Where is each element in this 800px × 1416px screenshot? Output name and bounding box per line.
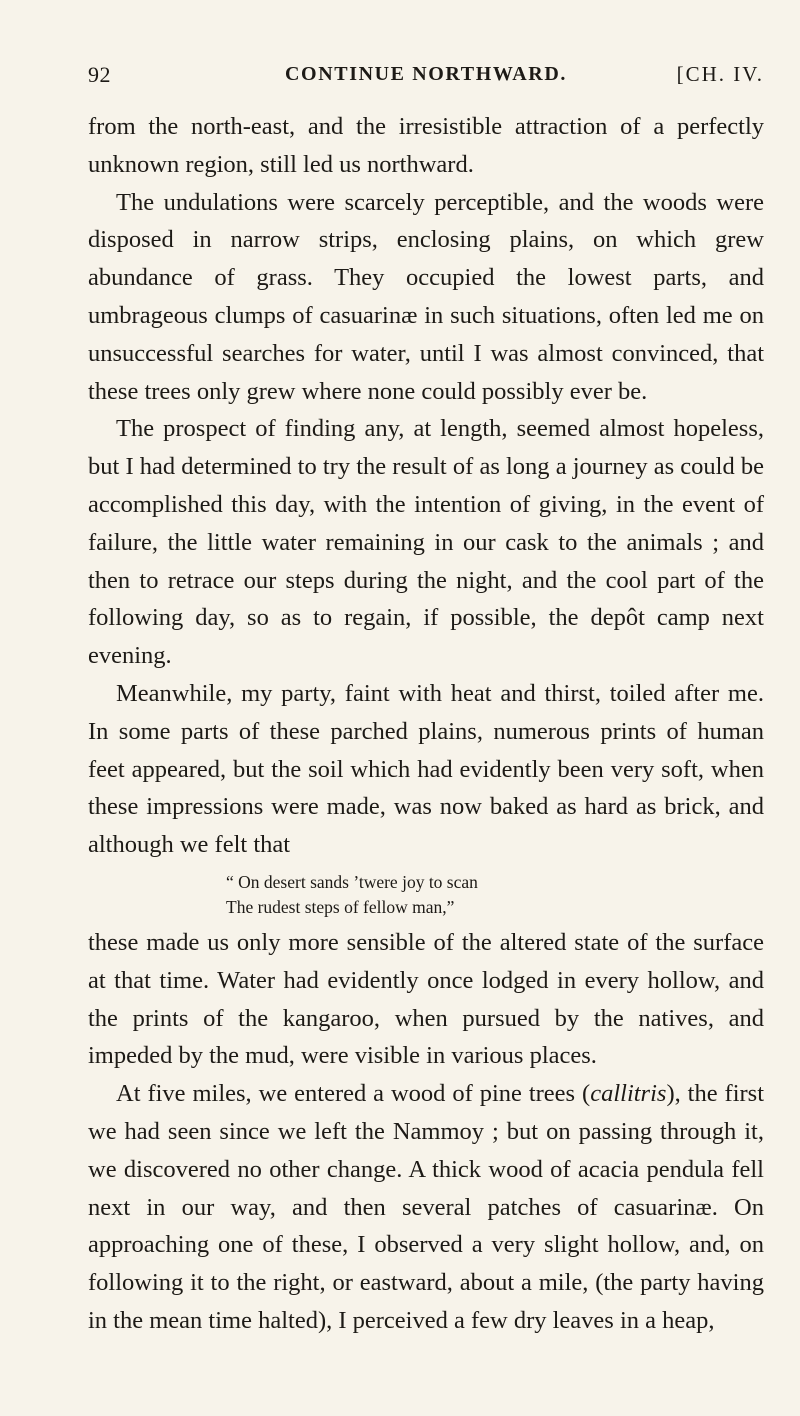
- paragraph-meanwhile: Meanwhile, my party, faint with heat and thirst, toiled after me. In some parts of these parched plains, numerous prints of human feet appeared, but the soil which had evidently been very soft, when these impressions were made, was now baked as hard as brick, and although we felt that: [88, 679, 764, 859]
- verse-line-1: “ On desert sands ’twere joy to scan: [226, 871, 478, 892]
- chapter-label: [CH. IV.: [676, 62, 764, 86]
- running-title: CONTINUE NORTHWARD.: [285, 63, 567, 85]
- genus-name: callitris: [590, 1080, 667, 1108]
- paragraph-continuation: from the north-east, and the irresistible attraction of a perfectly unknown region, still led us northward.: [88, 113, 764, 178]
- running-head: [88, 62, 764, 96]
- verse-line-2: The rudest steps of fellow man,”: [226, 896, 455, 917]
- paragraph-five-miles: At five miles, we entered a wood of pine trees (callitris), the first we had seen since we left the Nammoy ; but on passing through it, we discovered no other change. A thick wood of acacia pendula fell next in our way, and then several patches of casuarinæ. On approaching one of these, I observed a very slight hollow, and, on following it to the right, or eastward, about a mile, (the party having in the mean time halted), I perceived a few dry leaves in a heap,: [88, 1080, 765, 1334]
- paragraph-prospect: The prospect of finding any, at length, seemed almost hopeless, but I had determined to try the result of as long a journey as could be accomplished this day, with the intention of giving, in the event of failure, the little water remaining in our cask to the animals ; and then to retrace our steps during the night, and the cool part of the following day, so as to regain, if possible, the depôt camp next evening.: [88, 415, 764, 670]
- page-body: [88, 108, 764, 1340]
- paragraph-after-quote: these made us only more sensible of the altered state of the surface at that time. Water had evidently once lodged in every hollow, and the prints of the kangaroo, when pursued by the natives, and impeded by the mud, were visible in various places.: [88, 928, 764, 1070]
- page-number: 92: [88, 62, 111, 87]
- paragraph-undulations: The undulations were scarcely perceptible, and the woods were disposed in narrow strips, enclosing plains, on which grew abundance of grass. They occupied the lowest parts, and umbrageous clumps of casuarinæ in such situations, often led me on unsuccessful searches for water, until I was almost convinced, that these trees only grew where none could possibly ever be.: [88, 188, 764, 405]
- verse-quotation: [88, 870, 764, 920]
